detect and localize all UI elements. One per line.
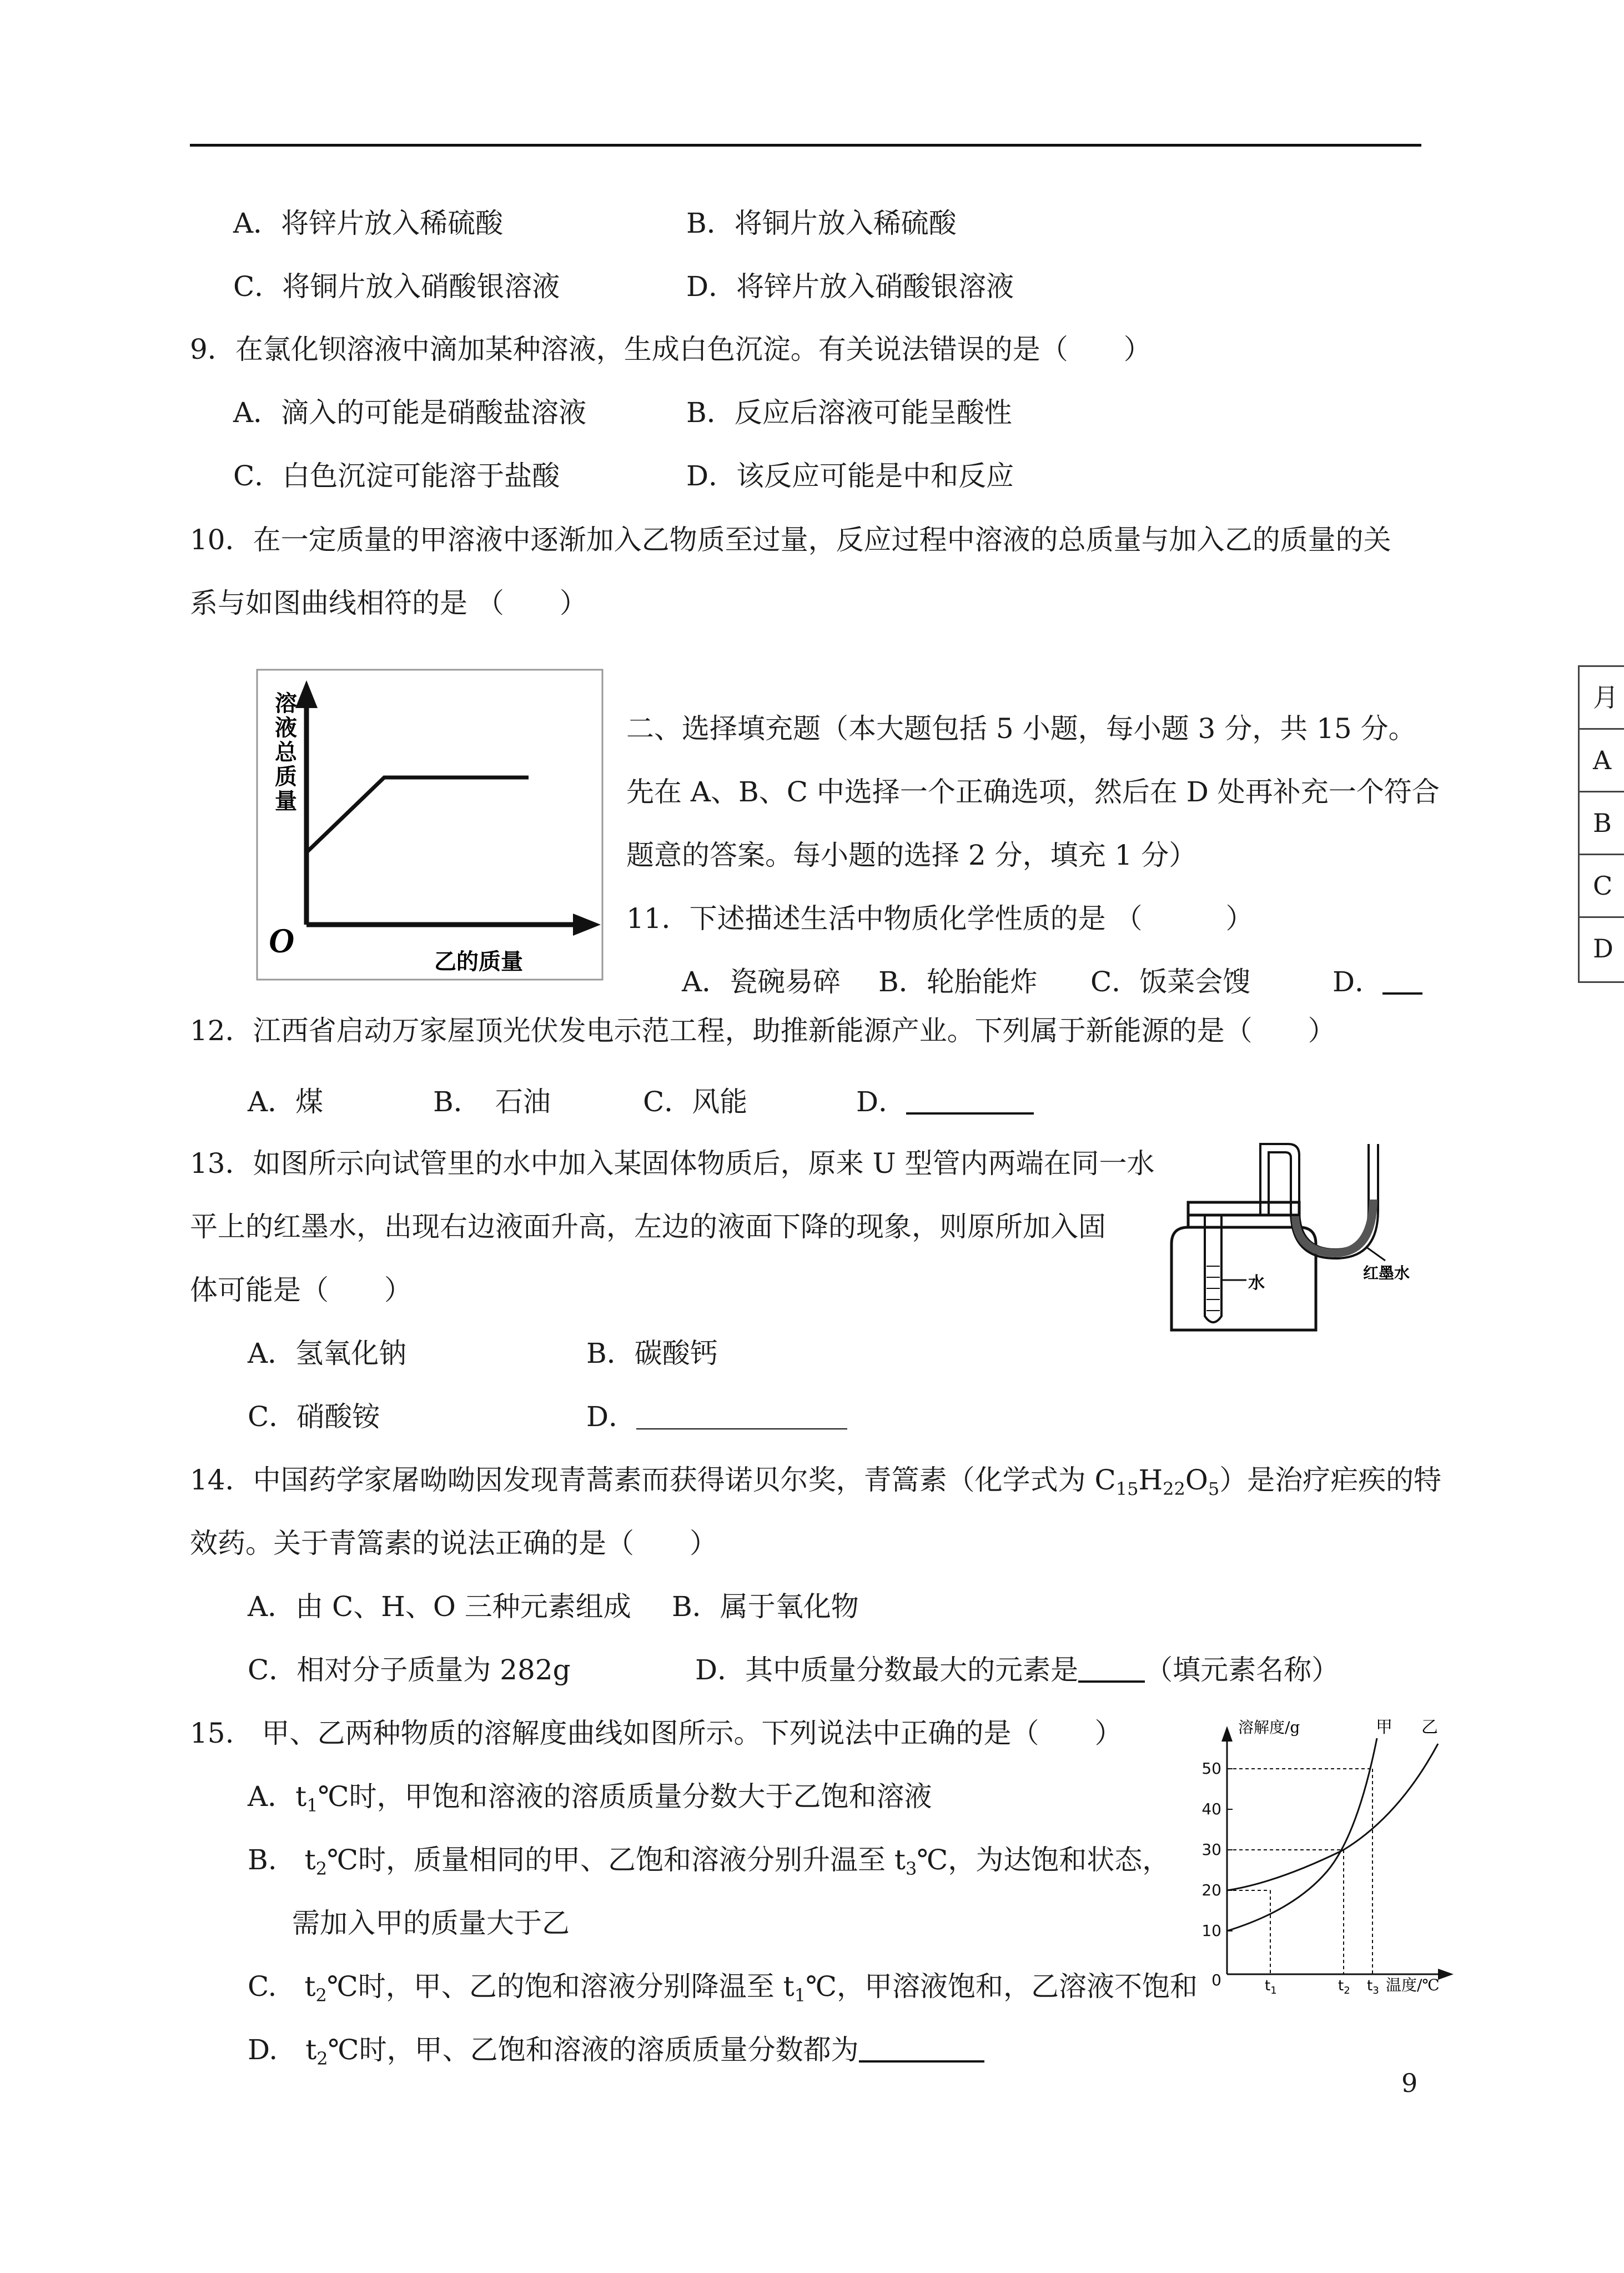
q15-option-d: D. $t_2℃$时，甲、乙饱和溶液的溶质质量分数都为: [248, 2032, 984, 2076]
q10-curve: [306, 777, 529, 852]
q15-curve-a: [1227, 1738, 1377, 1931]
q15-curve-b: [1227, 1744, 1438, 1890]
q14-option-b: B．属于氧化物: [672, 1590, 859, 1623]
q9-option-b: B．反应后溶液可能呈酸性: [686, 397, 1012, 429]
q14-stem-line1: 14．中国药学家屠呦呦因发现青蒿素而获得诺贝尔奖，青篙素（化学式为 $C_{15}H_{22}O_5$）是治疗疟疾的特: [190, 1464, 1442, 1499]
q15-option-a: A．$t_1℃$时，甲饱和溶液的溶质质量分数大于乙饱和溶液: [248, 1780, 932, 1816]
q9-option-d: D．该反应可能是中和反应: [686, 460, 1014, 492]
q8-option-b: B．将铜片放入稀硫酸: [686, 207, 957, 239]
q14-option-c: C．相对分子质量为 282g: [248, 1654, 571, 1686]
q12-stem: 12．江西省启动万家屋顶光伏发电示范工程，助推新能源产业。下列属于新能源的是（ ）: [190, 1015, 1336, 1047]
q11-option-d: D．: [1333, 964, 1422, 1000]
q15-series-b-label: 乙: [1421, 1718, 1438, 1737]
q8-option-c: C．将铜片放入硝酸银溶液: [233, 270, 560, 303]
q15-ytick-20: 20: [1201, 1881, 1221, 1899]
q13-option-b: B．碳酸钙: [586, 1337, 718, 1369]
q15-xtick-t2: $t_2$: [1338, 1978, 1350, 1996]
section2-line3: 题意的答案。每小题的选择 2 分，填充 1 分）: [626, 839, 1197, 871]
q15-option-b: B. $t_2℃$时，质量相同的甲、乙饱和溶液分别升温至 $t_3℃$，为达饱和状态，: [248, 1844, 1170, 1879]
q15-xtick-t1: $t_1$: [1265, 1978, 1277, 1996]
q11-option-c: C．饭菜会馊: [1090, 966, 1251, 998]
q15-y-label: 溶解度/g: [1238, 1718, 1300, 1737]
q11-option-a: A．瓷碗易碎: [682, 966, 841, 998]
q13-option-d: D．: [586, 1399, 847, 1434]
q12-answer-blank[interactable]: [906, 1088, 1034, 1115]
q15-answer-blank[interactable]: [859, 2036, 984, 2063]
q10-x-arrow: [573, 914, 601, 936]
q9-option-a: A．滴入的可能是硝酸盐溶液: [233, 397, 587, 429]
q13-option-a: A．氢氧化钠: [248, 1337, 407, 1369]
side-cell-2: B: [1580, 792, 1624, 855]
q15-origin: 0: [1211, 1971, 1221, 1989]
q10-origin: O: [269, 921, 295, 960]
q13-answer-blank[interactable]: [636, 1404, 847, 1429]
q13-option-c: C．硝酸铵: [248, 1401, 380, 1433]
q13-water-label: 水: [1248, 1273, 1265, 1293]
side-cell-0: 月: [1580, 667, 1624, 730]
q15-ytick-10: 10: [1201, 1921, 1221, 1940]
q9-stem: 9．在氯化钡溶液中滴加某种溶液，生成白色沉淀。有关说法错误的是（ ）: [190, 333, 1152, 365]
q15-xtick-t3: $t_3$: [1367, 1978, 1379, 1996]
q15-solubility-graph: [1199, 1716, 1466, 2005]
q15-option-b-line2: 需加入甲的质量大于乙: [292, 1907, 570, 1939]
section2-line2: 先在 A、B、C 中选择一个正确选项，然后在 D 处再补充一个符合: [626, 776, 1440, 808]
q14-option-d: D．其中质量分数最大的元素是 （填元素名称）: [695, 1654, 1340, 1686]
q12-option-c: C．风能: [643, 1086, 748, 1118]
q10-stem-line1: 10．在一定质量的甲溶液中逐渐加入乙物质至过量，反应过程中溶液的总质量与加入乙的质量的关: [190, 524, 1391, 556]
q13-stem-line1: 13．如图所示向试管里的水中加入某固体物质后，原来 U 型管内两端在同一水: [190, 1147, 1155, 1180]
side-cell-4: D: [1593, 934, 1613, 964]
q13-apparatus: [1166, 1133, 1466, 1338]
q13-stem-line2: 平上的红墨水，出现右边液面升高，左边的液面下降的现象，则原所加入固: [190, 1211, 1106, 1243]
q11-stem: 11．下述描述生活中物质化学性质的是 （ ）: [626, 902, 1254, 935]
q10-mass-graph: [257, 669, 603, 980]
q15-ytick-30: 30: [1201, 1840, 1221, 1859]
q12-option-a: A．煤: [248, 1086, 324, 1118]
q13-ink-label: 红墨水: [1363, 1264, 1410, 1282]
header-rule: [190, 144, 1421, 147]
q10-stem-line2: 系与如图曲线相符的是 （ ）: [190, 587, 587, 619]
q15-ytick-40: 40: [1201, 1800, 1221, 1818]
q15-stem: 15. 甲、乙两种物质的溶解度曲线如图所示。下列说法中正确的是（ ）: [190, 1717, 1123, 1749]
page-number: 9: [1401, 2068, 1418, 2098]
q12-option-d: D．: [856, 1084, 1034, 1120]
q15-series-a-label: 甲: [1376, 1718, 1392, 1737]
q11-answer-blank[interactable]: [1382, 968, 1422, 995]
q14-answer-blank[interactable]: [1078, 1656, 1145, 1683]
side-clipped-table: [1578, 665, 1624, 983]
q13-test-tube: [1205, 1215, 1221, 1322]
q15-option-c: C. $t_2℃$时，甲、乙的饱和溶液分别降温至 $t_1℃$，甲溶液饱和，乙溶液不饱和: [248, 1970, 1198, 2006]
q14-option-a: A．由 C、H、O 三种元素组成: [248, 1590, 631, 1623]
q13-stem-line3: 体可能是（ ）: [190, 1274, 412, 1306]
section2-line1: 二、选择填充题（本大题包括 5 小题，每小题 3 分，共 15 分。: [626, 712, 1416, 745]
q8-option-d: D．将锌片放入硝酸银溶液: [686, 270, 1014, 303]
q13-bottle: [1172, 1227, 1316, 1330]
q12-option-b: B． 石油: [433, 1086, 551, 1118]
q14-stem-line2: 效药。关于青篙素的说法正确的是（ ）: [190, 1527, 717, 1559]
side-cell-3: C: [1580, 855, 1624, 918]
q10-x-label: 乙的质量: [434, 949, 523, 975]
q9-option-c: C．白色沉淀可能溶于盐酸: [233, 460, 560, 492]
q10-y-label: 溶液总质量: [271, 691, 298, 814]
q15-x-label: 温度/℃: [1386, 1976, 1440, 1994]
q11-option-b: B．轮胎能炸: [878, 966, 1038, 998]
side-cell-1: A: [1580, 730, 1624, 792]
q10-y-arrow: [295, 680, 318, 708]
q15-ytick-50: 50: [1201, 1759, 1221, 1778]
q8-option-a: A．将锌片放入稀硫酸: [233, 207, 504, 239]
